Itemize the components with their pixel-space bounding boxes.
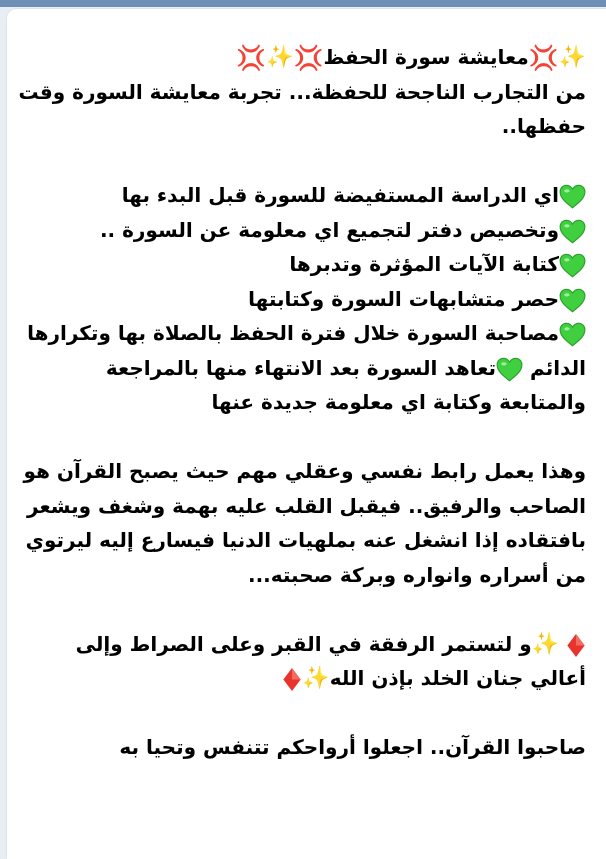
- paragraph-text: الصاحب والرفيق.. فيقبل القلب عليه بهمة وشغف ويشعر: [27, 493, 586, 518]
- sparkles-icon: ✨: [531, 631, 560, 657]
- anger-icon: 💢: [236, 44, 267, 73]
- list-item-text: الدائم: [530, 355, 586, 380]
- list-item: [16, 213, 586, 248]
- green-heart-icon: [559, 184, 586, 209]
- sparkles-icon: ✨: [558, 45, 586, 71]
- list-item: [16, 282, 586, 317]
- list-item: [16, 351, 586, 386]
- paragraph-text: من أسراره وانواره وبركة صحبته...: [247, 562, 586, 587]
- paragraph-line: [16, 489, 586, 524]
- spacer: [16, 420, 586, 455]
- message-bubble: [7, 9, 606, 859]
- list-item: [16, 247, 586, 282]
- anger-icon: 💢: [528, 44, 559, 73]
- red-diamond-icon: [282, 667, 302, 692]
- intro-text: من التجارب الناجحة للحفظة... تجربة معايشة السورة وقت: [18, 79, 586, 104]
- spacer: [16, 592, 586, 627]
- intro-line: [16, 75, 586, 110]
- dua-text: و لتستمر الرفقة في القبر وعلى الصراط وإلى: [75, 631, 532, 656]
- list-item-text: حصر متشابهات السورة وكتابتها: [248, 286, 559, 311]
- list-item-text: اي الدراسة المستفيضة للسورة قبل البدء بها: [121, 183, 559, 207]
- message-title: معايشة سورة الحفظ: [323, 45, 529, 69]
- anger-icon: 💢: [293, 44, 324, 73]
- list-item: [16, 178, 586, 213]
- paragraph-line: [16, 454, 586, 489]
- list-item-text: كتابة الآيات المؤثرة وتدبرها: [289, 252, 559, 276]
- closing-text: صاحبوا القرآن.. اجعلوا أرواحكم تتنفس وتحيا به: [119, 735, 586, 759]
- dua-line: [16, 661, 586, 696]
- sparkles-icon: ✨: [302, 666, 330, 692]
- spacer: [16, 144, 586, 179]
- intro-text: حفظها..: [501, 114, 586, 138]
- green-heart-icon: [559, 322, 586, 347]
- list-item-text: تعاهد السورة بعد الانتهاء منها بالمراجعة: [105, 355, 497, 380]
- list-item-text: مصاحبة السورة خلال فترة الحفظ بالصلاة بها وتكرارها: [27, 321, 559, 345]
- red-diamond-icon: [566, 633, 586, 658]
- paragraph-line: [16, 523, 586, 558]
- list-item-text: وتخصيص دفتر لتجميع اي معلومة عن السورة ..: [99, 217, 559, 242]
- green-heart-icon: [559, 288, 586, 313]
- green-heart-icon: [559, 219, 586, 244]
- paragraph-text: وهذا يعمل رابط نفسي وعقلي مهم حيث يصبح القرآن هو: [23, 459, 586, 483]
- message-text: [16, 9, 606, 859]
- paragraph-line: [16, 558, 586, 593]
- spacer: [16, 696, 586, 731]
- sparkles-icon: ✨: [266, 45, 294, 71]
- dua-text: أعالي جنان الخلد بإذن الله: [329, 666, 586, 690]
- window-top-bar: [0, 0, 606, 7]
- list-item: [16, 385, 586, 420]
- title-line: [16, 40, 586, 75]
- list-item-text: والمتابعة وكتابة اي معلومة جديدة عنها: [211, 390, 586, 414]
- closing-line: [16, 730, 586, 765]
- intro-line: [16, 109, 586, 144]
- paragraph-text: بافتقاده إذا انشغل عنه بملهيات الدنيا فيسارع إليه ليرتوي: [25, 528, 586, 552]
- green-heart-icon: [559, 253, 586, 278]
- dua-line: [16, 627, 586, 662]
- list-item: [16, 316, 586, 351]
- green-heart-icon: [496, 357, 523, 382]
